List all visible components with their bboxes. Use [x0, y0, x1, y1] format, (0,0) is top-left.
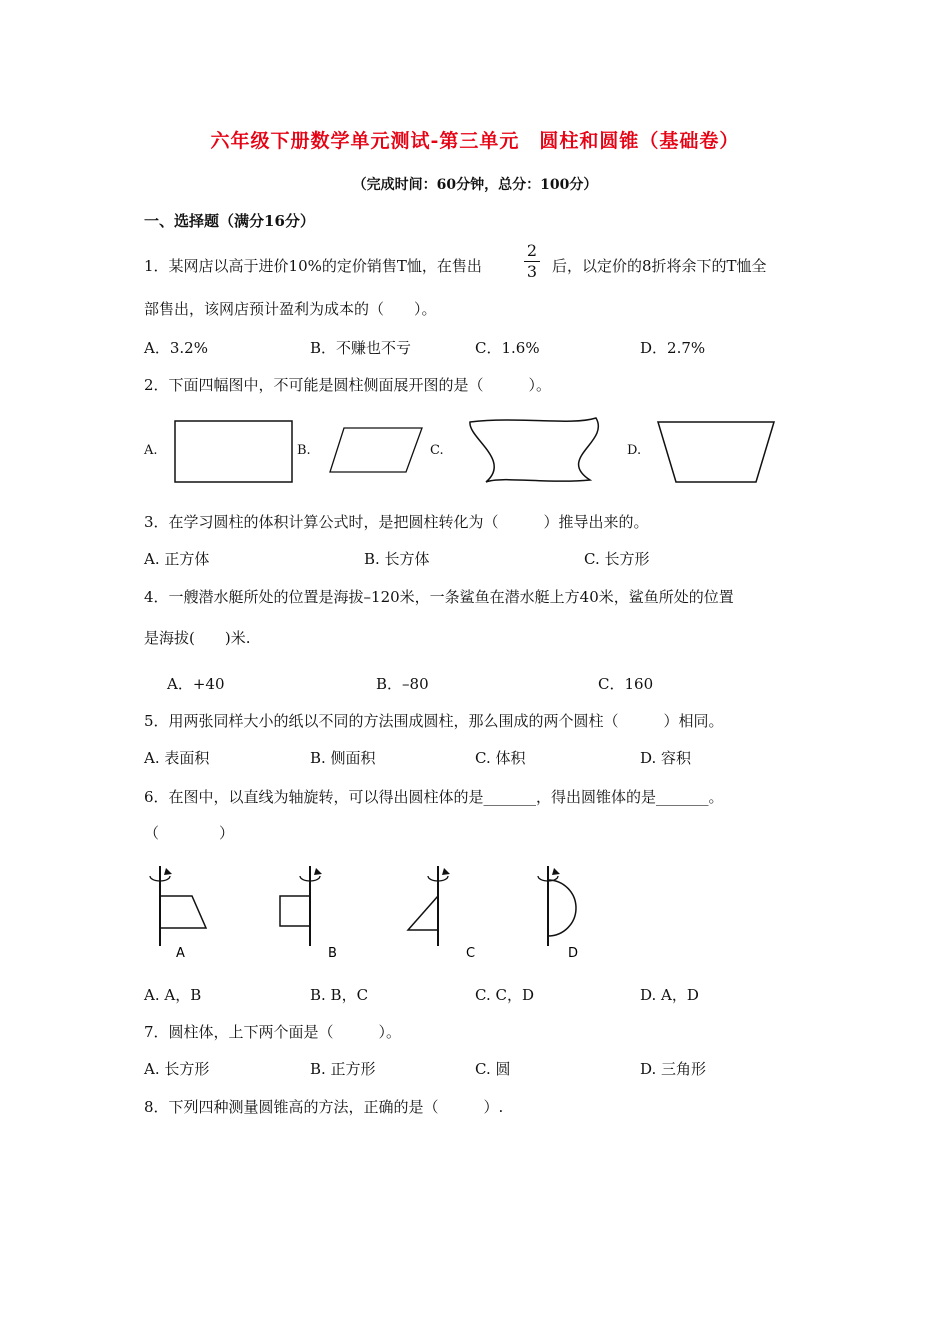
question-5-text: 5．用两张同样大小的纸以不同的方法围成圆柱，那么围成的两个圆柱（ ）相同。 [144, 712, 724, 730]
q6-option-b[interactable]: B. B，C [310, 986, 369, 1004]
q4-option-c[interactable]: C．160 [598, 675, 654, 693]
question-2-text: 2．下面四幅图中，不可能是圆柱侧面展开图的是（ ）。 [144, 376, 552, 394]
q3-option-a[interactable]: A. 正方体 [144, 550, 210, 568]
exam-info: （完成时间：60分钟，总分：100分） [352, 177, 598, 193]
fraction-denominator: 3 [526, 262, 538, 281]
q4-option-a[interactable]: A．+40 [167, 675, 225, 693]
rotation-figure-a [140, 860, 230, 964]
q2-label-a: A. [144, 443, 158, 458]
question-6-text-a: 6．在图中，以直线为轴旋转，可以得出圆柱体的是_______，得出圆锥体的是_______。 [144, 788, 724, 806]
q5-option-c[interactable]: C. 体积 [475, 749, 526, 767]
q3-option-c[interactable]: C. 长方形 [584, 550, 650, 568]
fraction-numerator: 2 [526, 241, 538, 260]
question-1-text-b: 后，以定价的8折将余下的T恤全 [552, 257, 767, 275]
trapezoid-figure [656, 420, 776, 484]
figure-label-d: D [568, 946, 579, 961]
rotation-figure-d [530, 860, 620, 964]
question-4-text-b: 是海拔( )米. [144, 629, 251, 647]
rotation-figure-c [400, 860, 490, 964]
question-7-text: 7．圆柱体，上下两个面是（ ）。 [144, 1023, 402, 1041]
q6-option-c[interactable]: C. C，D [475, 986, 534, 1004]
q7-option-d[interactable]: D. 三角形 [640, 1060, 707, 1078]
q1-option-b[interactable]: B．不赚也不亏 [310, 339, 412, 357]
q1-option-d[interactable]: D．2.7% [640, 339, 706, 357]
figure-label-a: A [176, 946, 185, 961]
page-title: 六年级下册数学单元测试-第三单元 圆柱和圆锥（基础卷） [210, 130, 740, 152]
q5-option-b[interactable]: B. 侧面积 [310, 749, 376, 767]
q2-label-c: C. [430, 443, 444, 458]
q3-option-b[interactable]: B. 长方体 [364, 550, 430, 568]
fraction-two-thirds [524, 242, 540, 281]
question-4-text-a: 4．一艘潜水艇所处的位置是海拔–120米，一条鲨鱼在潜水艇上方40米，鲨鱼所处的位置 [144, 588, 734, 606]
q6-option-d[interactable]: D. A，D [640, 986, 699, 1004]
wavy-shape-figure [460, 414, 620, 486]
rotation-figure-b [270, 860, 360, 964]
q4-option-b[interactable]: B．–80 [376, 675, 429, 693]
q7-option-b[interactable]: B. 正方形 [310, 1060, 376, 1078]
question-6-text-b: （ ） [144, 824, 235, 842]
parallelogram-figure [328, 426, 424, 474]
q6-option-a[interactable]: A. A，B [144, 986, 202, 1004]
q5-option-a[interactable]: A. 表面积 [144, 749, 210, 767]
figure-label-c: C [466, 946, 476, 961]
question-1-text-c: 部售出，该网店预计盈利为成本的（ ）。 [144, 300, 437, 318]
section-heading: 一、选择题（满分16分） [144, 212, 315, 230]
rectangle-figure [174, 420, 294, 484]
q7-option-c[interactable]: C. 圆 [475, 1060, 511, 1078]
q2-label-b: B. [297, 443, 311, 458]
question-8-text: 8．下列四种测量圆锥高的方法，正确的是（ ）. [144, 1098, 504, 1116]
figure-label-b: B [328, 946, 337, 961]
q5-option-d[interactable]: D. 容积 [640, 749, 692, 767]
q1-option-c[interactable]: C．1.6% [475, 339, 540, 357]
question-3-text: 3．在学习圆柱的体积计算公式时，是把圆柱转化为（ ）推导出来的。 [144, 513, 649, 531]
question-1-text-a: 1．某网店以高于进价10%的定价销售T恤，在售出 [144, 257, 482, 275]
q2-label-d: D. [627, 443, 642, 458]
q1-option-a[interactable]: A．3.2% [144, 339, 208, 357]
q7-option-a[interactable]: A. 长方形 [144, 1060, 210, 1078]
